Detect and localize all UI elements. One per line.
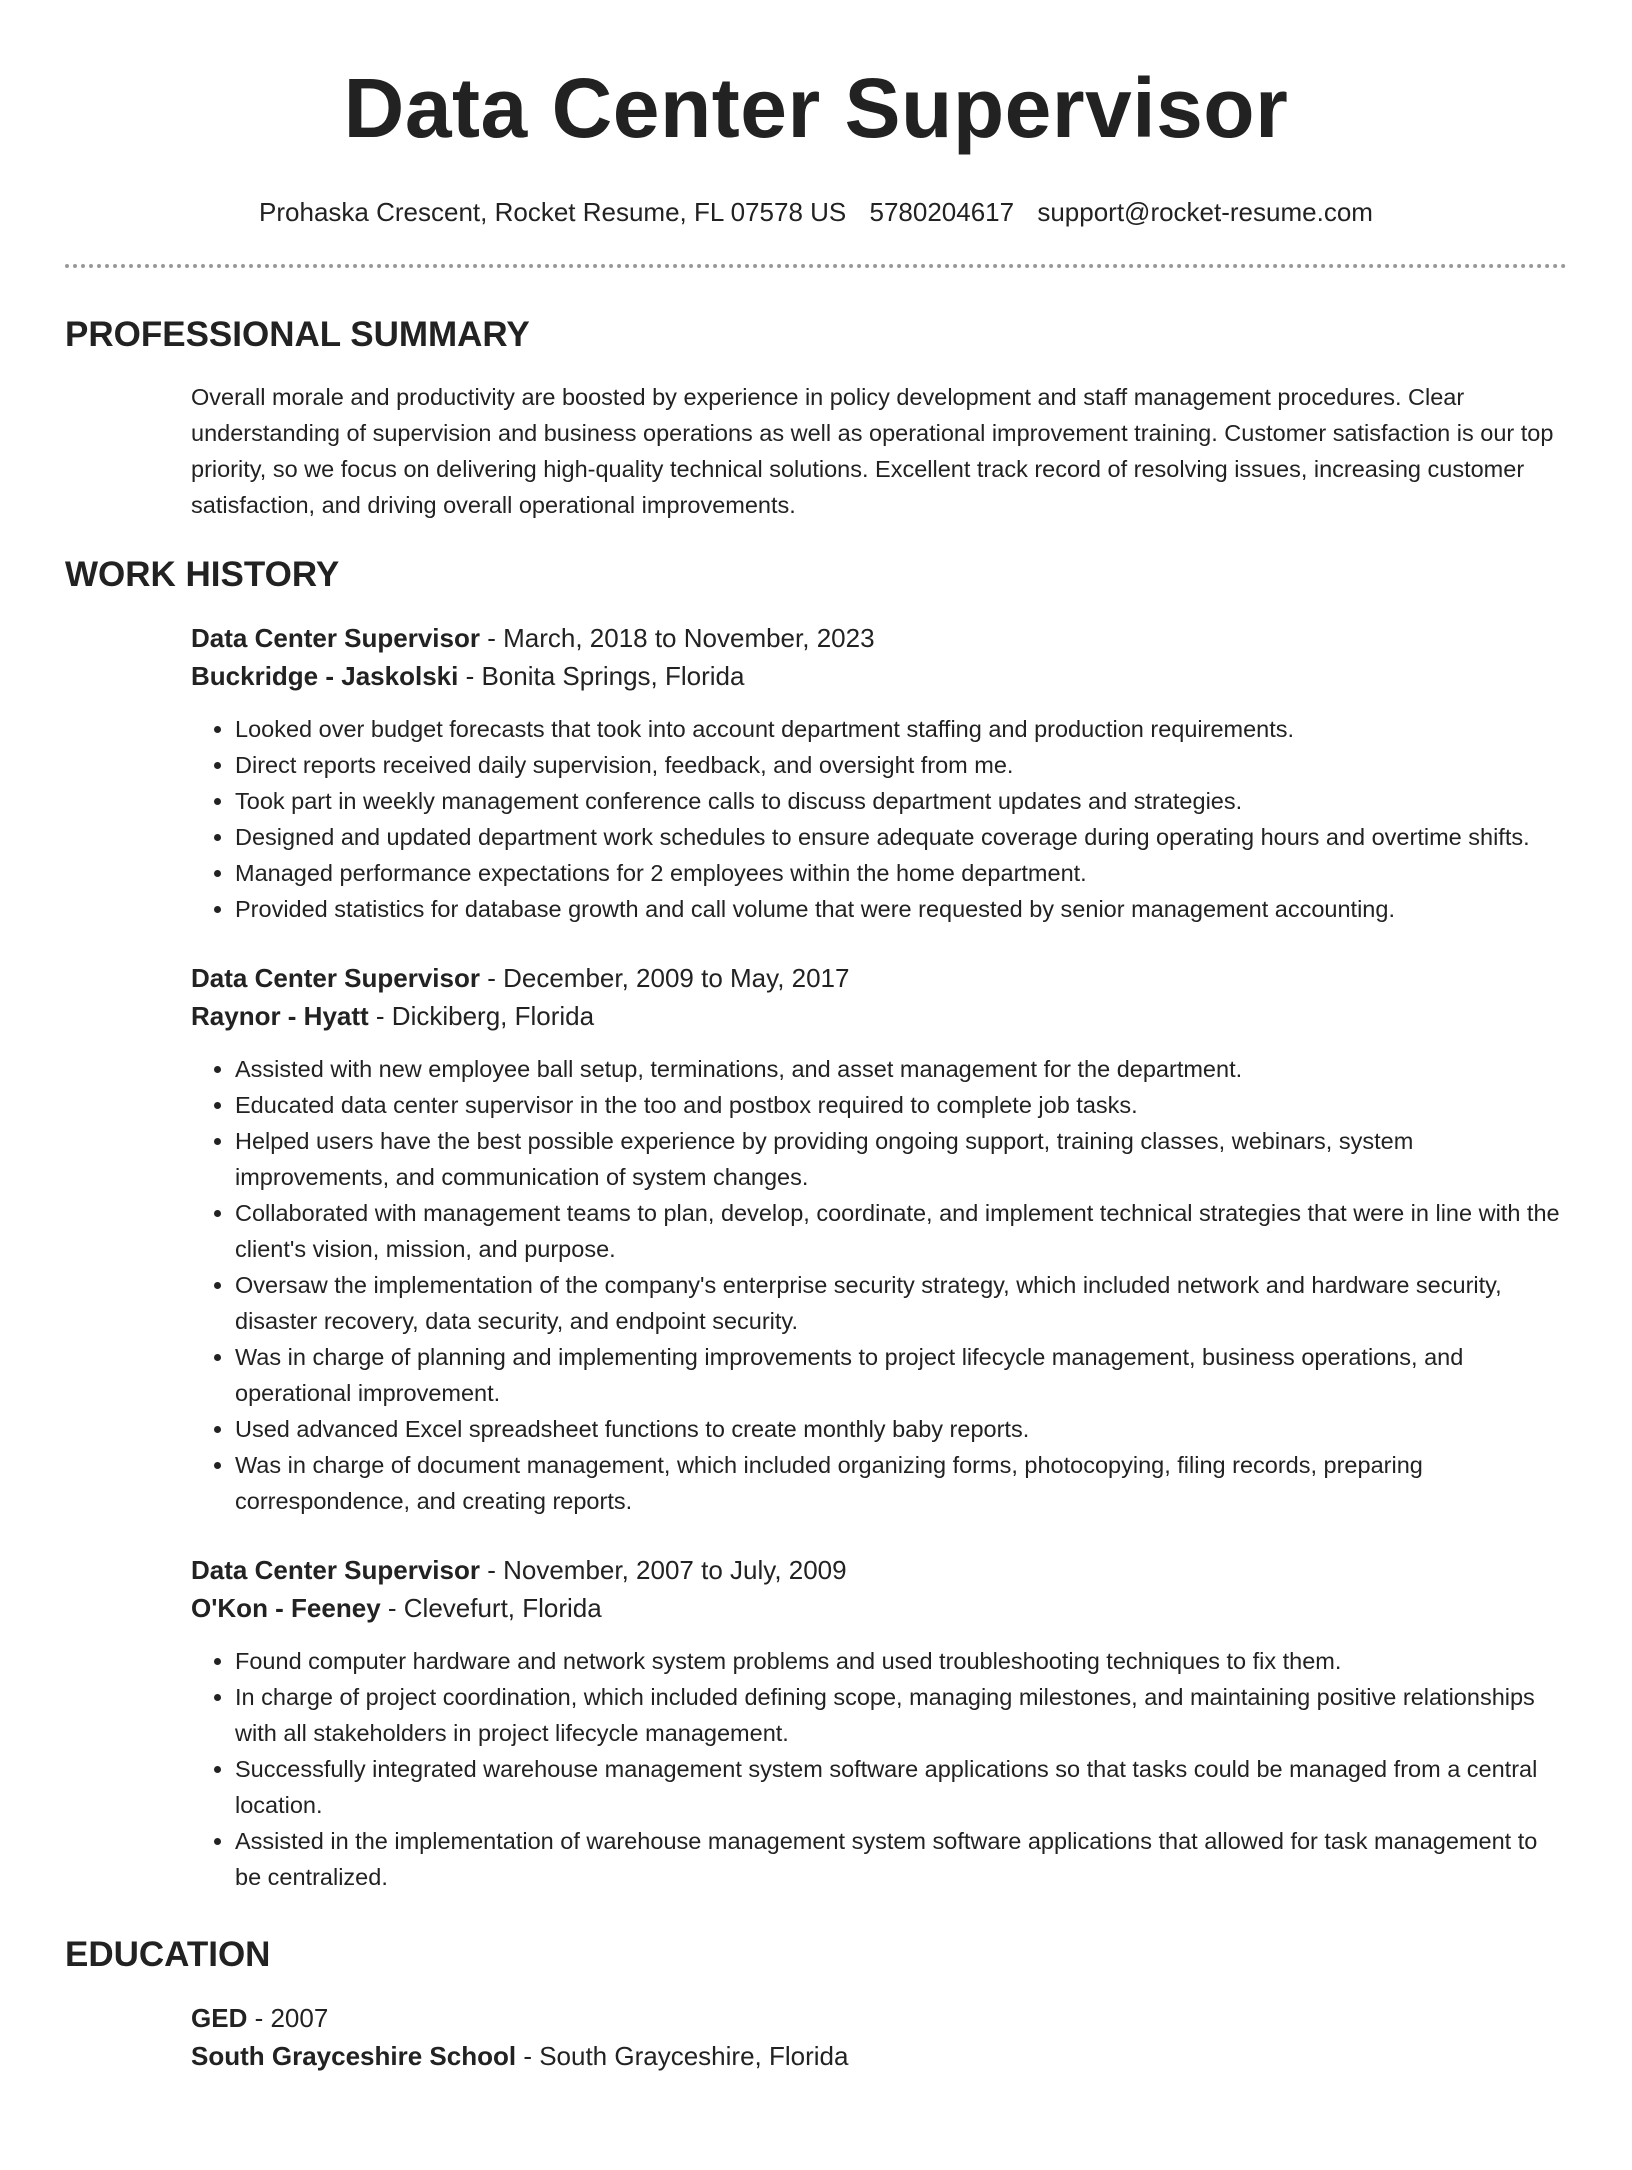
summary-section [65, 313, 1567, 523]
education-year: - 2007 [247, 2003, 329, 2033]
list-item: • Took part in weekly management conference calls to discuss department updates and strategies. [235, 783, 1567, 819]
job-company: Buckridge - Jaskolski [191, 661, 459, 691]
education-school: South Grayceshire School [191, 2041, 517, 2071]
list-item: • Managed performance expectations for 2 employees within the home department. [235, 855, 1567, 891]
summary-heading: PROFESSIONAL SUMMARY [65, 315, 530, 354]
job-location: - Bonita Springs, Florida [458, 661, 745, 691]
list-item: • Used advanced Excel spreadsheet functions to create monthly baby reports. [235, 1411, 1567, 1447]
contact-phone: 5780204617 [869, 197, 1015, 227]
education-section [65, 1933, 1567, 2075]
job-entry [191, 619, 1567, 927]
list-item: • Assisted in the implementation of warehouse management system software applications that allowed for task management to be centralized. [235, 1823, 1567, 1895]
job-role: Data Center Supervisor [191, 1555, 480, 1585]
work-history-heading: WORK HISTORY [65, 555, 340, 594]
candidate-name: Data Center Supervisor [343, 61, 1289, 155]
job-title-line [191, 619, 1567, 657]
education-degree-line [191, 1999, 1567, 2037]
job-entry [191, 959, 1567, 1519]
job-dates: - December, 2009 to May, 2017 [479, 963, 850, 993]
job-company-line [191, 657, 1567, 695]
list-item: • Looked over budget forecasts that took into account department staffing and production requirements. [235, 711, 1567, 747]
list-item: • In charge of project coordination, which included defining scope, managing milestones, and maintaining positive relationships with all stakeholders in project lifecycle management. [235, 1679, 1567, 1751]
list-item: • Designed and updated department work schedules to ensure adequate coverage during operating hours and overtime shifts. [235, 819, 1567, 855]
list-item: • Oversaw the implementation of the company's enterprise security strategy, which included network and hardware security, disaster recovery, data security, and endpoint security. [235, 1267, 1567, 1339]
job-title-line [191, 959, 1567, 997]
job-bullets [191, 1051, 1567, 1519]
job-bullets [191, 1643, 1567, 1895]
contact-address: Prohaska Crescent, Rocket Resume, FL 07578 US [259, 197, 847, 227]
education-school-line [191, 2037, 1567, 2075]
education-heading: EDUCATION [65, 1935, 271, 1974]
list-item: • Direct reports received daily supervision, feedback, and oversight from me. [235, 747, 1567, 783]
job-bullets [191, 711, 1567, 927]
job-entry [191, 1551, 1567, 1895]
job-role: Data Center Supervisor [191, 623, 480, 653]
job-company: O'Kon - Feeney [191, 1593, 381, 1623]
summary-text: Overall morale and productivity are boosted by experience in policy development and staff management procedures. Clear understanding of supervision and business operations as well as operational improvement training. Customer satisfaction is our top priority, so we focus on delivering high-quality technical solutions. Excellent track record of resolving issues, increasing customer satisfaction, and driving overall operational improvements. [191, 384, 1554, 518]
job-company-line [191, 1589, 1567, 1627]
job-location: - Dickiberg, Florida [368, 1001, 595, 1031]
job-title-line [191, 1551, 1567, 1589]
contact-email: support@rocket-resume.com [1037, 197, 1373, 227]
header-divider [65, 264, 1567, 268]
job-company-line [191, 997, 1567, 1035]
list-item: • Collaborated with management teams to plan, develop, coordinate, and implement technical strategies that were in line with the client's vision, mission, and purpose. [235, 1195, 1567, 1267]
job-location: - Clevefurt, Florida [380, 1593, 602, 1623]
education-entry [191, 1999, 1567, 2075]
job-dates: - March, 2018 to November, 2023 [479, 623, 875, 653]
resume-page [0, 58, 1632, 2075]
list-item: • Helped users have the best possible experience by providing ongoing support, training classes, webinars, system improvements, and communication of system changes. [235, 1123, 1567, 1195]
job-company: Raynor - Hyatt [191, 1001, 369, 1031]
education-degree: GED [191, 2003, 248, 2033]
contact-line [65, 194, 1567, 230]
work-history-section [65, 553, 1567, 1895]
education-location: - South Grayceshire, Florida [516, 2041, 849, 2071]
list-item: • Was in charge of planning and implementing improvements to project lifecycle management, business operations, and operational improvement. [235, 1339, 1567, 1411]
list-item: • Assisted with new employee ball setup, terminations, and asset management for the department. [235, 1051, 1567, 1087]
list-item: • Educated data center supervisor in the too and postbox required to complete job tasks. [235, 1087, 1567, 1123]
list-item: • Provided statistics for database growth and call volume that were requested by senior management accounting. [235, 891, 1567, 927]
list-item: • Found computer hardware and network system problems and used troubleshooting techniques to fix them. [235, 1643, 1567, 1679]
list-item: • Was in charge of document management, which included organizing forms, photocopying, filing records, preparing correspondence, and creating reports. [235, 1447, 1567, 1519]
job-dates: - November, 2007 to July, 2009 [479, 1555, 847, 1585]
list-item: • Successfully integrated warehouse management system software applications so that tasks could be managed from a central location. [235, 1751, 1567, 1823]
job-role: Data Center Supervisor [191, 963, 480, 993]
